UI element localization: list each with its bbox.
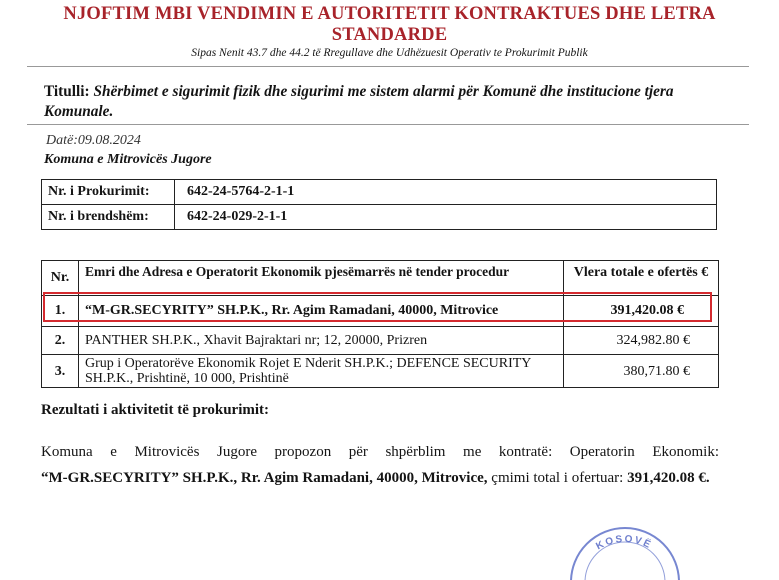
tender-title <box>44 82 734 121</box>
winner-operator: “M-GR.SECYRITY” SH.P.K., Rr. Agim Ramadani, 40000, Mitrovice, <box>41 470 488 486</box>
internal-number-value: 642-24-029-2-1-1 <box>175 205 717 230</box>
row-nr: 2. <box>42 327 79 355</box>
header-value: Vlera totale e ofertës € <box>564 261 719 296</box>
table-row <box>42 180 717 205</box>
row-nr: 3. <box>42 355 79 388</box>
table-header-row <box>42 261 719 296</box>
result-heading: Rezultati i aktivitetit të prokurimit: <box>41 402 270 418</box>
row-value: 380,71.80 € <box>564 355 719 388</box>
row-nr: 1. <box>42 296 79 327</box>
table-row <box>42 355 719 388</box>
document-title-line1: NJOFTIM MBI VENDIMIN E AUTORITETIT KONTRAKTUES DHE LETRA <box>63 4 716 24</box>
procurement-numbers-table <box>41 179 717 230</box>
contracting-authority: Komuna e Mitrovicës Jugore <box>44 152 212 167</box>
winner-highlight-box <box>43 292 712 322</box>
row-operator: Grup i Operatorëve Ekonomik Rojet E Nderit SH.P.K.; DEFENCE SECURITY SH.P.K., Prishtinë, 10 000, Prishtinë <box>79 355 564 388</box>
tender-title-text: Shërbimet e sigurimit fizik dhe sigurimi me sistem alarmi për Komunë dhe institucione tjera Komunale. <box>44 83 674 120</box>
divider <box>27 66 749 67</box>
official-seal <box>555 520 695 580</box>
header-operator: Emri dhe Adresa e Operatorit Ekonomik pjesëmarrës në tender procedur <box>79 261 564 296</box>
header-nr: Nr. <box>42 261 79 296</box>
divider <box>27 124 749 125</box>
internal-number-label: Nr. i brendshëm: <box>42 205 175 230</box>
result-line1: Komuna e Mitrovicës Jugore propozon për shpërblim me kontratë: Operatorin Ekonomik: <box>41 444 719 460</box>
procurement-number-label: Nr. i Prokurimit: <box>42 180 175 205</box>
document-date: Datë:09.08.2024 <box>46 133 141 148</box>
procurement-number-value: 642-24-5764-2-1-1 <box>175 180 717 205</box>
table-row <box>42 327 719 355</box>
svg-text:KOSOVË: KOSOVË <box>594 533 654 553</box>
tender-title-label: Titulli: <box>44 83 90 100</box>
row-value: 324,982.80 € <box>564 327 719 355</box>
document-subtitle: Sipas Nenit 43.7 dhe 44.2 të Rregullave dhe Udhëzuesit Operativ te Prokurimit Publik <box>191 47 588 59</box>
row-operator: “M-GR.SECYRITY” SH.P.K., Rr. Agim Ramadani, 40000, Mitrovice <box>79 296 564 327</box>
price-text: çmimi total i ofertuar: <box>487 470 628 486</box>
winner-price: 391,420.08 €. <box>627 470 710 486</box>
document-title-line2: STANDARDE <box>331 25 448 45</box>
table-row <box>42 205 717 230</box>
result-paragraph <box>41 439 719 491</box>
tenders-table <box>41 260 719 388</box>
row-operator: PANTHER SH.P.K., Xhavit Bajraktari nr; 12, 20000, Prizren <box>79 327 564 355</box>
row-value: 391,420.08 € <box>564 296 719 327</box>
